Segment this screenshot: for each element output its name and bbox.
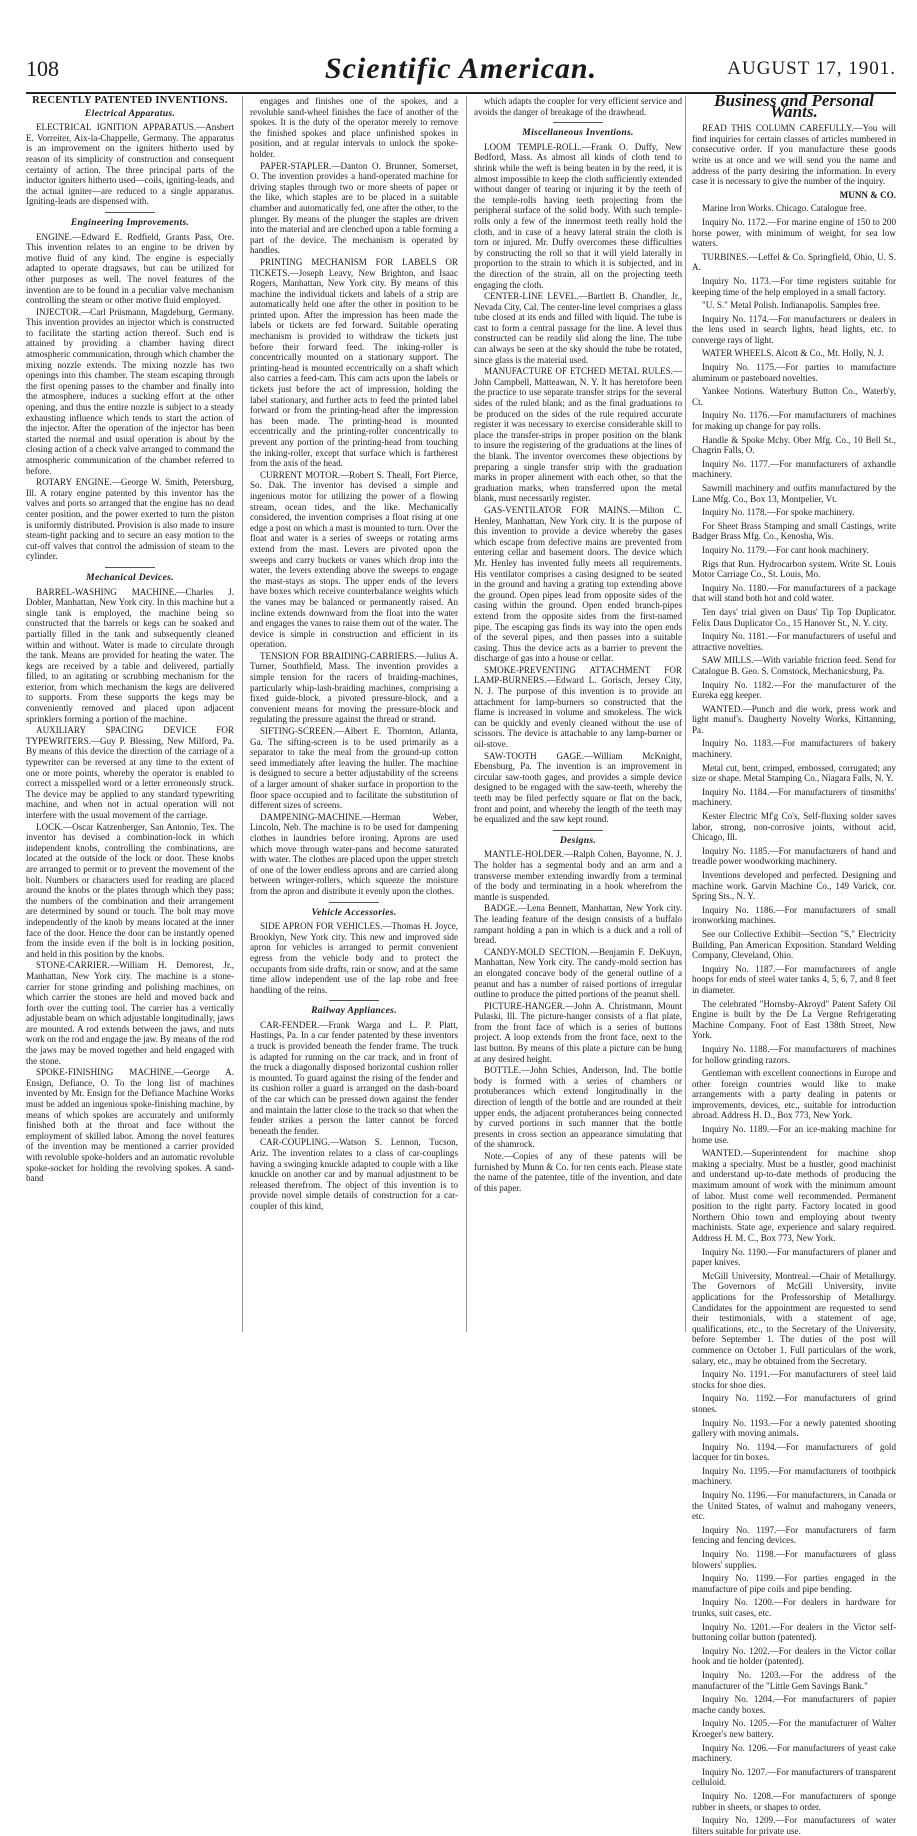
- paragraph: Inquiry No. 1193.—For a newly patented shooting gallery with moving animals.: [692, 1417, 896, 1439]
- paragraph: Inquiry No. 1202.—For dealers in the Victor collar hook and tie holder (patented).: [692, 1645, 896, 1667]
- paragraph: Sawmill machinery and outfits manufactured by the Lane Mfg. Co., Box 13, Montpelier, Vt.: [692, 483, 896, 504]
- paragraph: Inquiry No. 1194.—For manufacturers of gold lacquer for tin boxes.: [692, 1441, 896, 1463]
- paragraph: Rigs that Run. Hydrocarbon system. Write St. Louis Motor Carriage Co., St. Louis, Mo.: [692, 558, 896, 580]
- paragraph: For Sheet Brass Stamping and small Castings, write Badger Brass Mfg. Co., Kenosha, Wis.: [692, 520, 896, 542]
- paragraph: Inquiry No. 1203.—For the address of the manufacturer of the "Little Gem Savings Bank.": [692, 1669, 896, 1691]
- paragraph: Inquiry No. 1200.—For dealers in hardware for trunks, suit cases, etc.: [692, 1597, 896, 1618]
- subsection-heading: Vehicle Accessories.: [311, 906, 397, 918]
- paragraph: "U. S." Metal Polish. Indianapolis. Samples free.: [702, 300, 880, 311]
- paragraph: Inquiry No. 1206.—For manufacturers of yeast cake machinery.: [692, 1742, 896, 1764]
- paragraph: Inquiry No. 1196.—For manufacturers, in Canada or the United States, of walnut and mahogany veneers, etc.: [692, 1490, 896, 1522]
- divider: [105, 212, 155, 213]
- wants-signature: MUNN & CO.: [839, 189, 896, 200]
- paragraph: PRINTING MECHANISM FOR LABELS OR TICKETS.—Joseph Leavy, New Brighton, and Isaac Rogers, Manhattan, New York city. By means of this machine the individual tickets and labels of a strip are automatically held one after the other in position to be printed upon. After the impression has been made the labels or tickets are fed forward. Suitable operating mechanism is provided to withdraw the tickets just before their forward feed. The inking-roller is concentrically mounted on a stationary support. The printing-head is mounted eccentrically on a shaft which also carries a feed-cam. This cam acts upon the labels or tickets just before the act of impression, holding the label stationary, and further acts to feed the printed label forward or from the printing-head after the impression has been made. The printing-head is mounted eccentrically and the printing-roller concentrically to prevent any portion of the printing-head from touching the inking-roller, except that surface which is fartherest from the axis of the head.: [250, 256, 458, 469]
- paragraph: Inquiry No. 1189.—For an ice-making machine for home use.: [692, 1124, 896, 1145]
- paragraph: Inquiry No. 1179.—For cant hook machinery.: [702, 544, 869, 555]
- paragraph: Inquiry No. 1199.—For parties engaged in the manufacture of pipe coils and pipe bending.: [692, 1573, 896, 1594]
- paragraph-group: [250, 96, 458, 897]
- paragraph: SIDE APRON FOR VEHICLES.—Thomas H. Joyce, Brooklyn, New York city. This new and improved side apron for vehicles is arranged to permit convenient egress from the vehicle body and to protect the occupants from side drafts, rain or snow, and at the same time allow independent use of the lap robe and free handling of the reins.: [250, 921, 458, 995]
- paragraph: SMOKE-PREVENTING ATTACHMENT FOR LAMP-BURNERS.—Edward L. Gorisch, Jersey City, N. J. The purpose of this invention is to provide an attachment for lamp-burners so constructed that the flame is increased in volume and smokeless. The wick can be quickly and evenly cleaned without the use of scissors. The device is attachable to any lamp-burner or oil-stove.: [474, 664, 682, 750]
- paragraph: The celebrated "Hornsby-Akroyd" Patent Safety Oil Engine is built by the De La Vergne Refrigerating Machine Company. Foot of East 138th Street, New York.: [692, 998, 896, 1041]
- paragraph: Inquiry No. 1178.—For spoke machinery.: [702, 507, 855, 518]
- wants-intro: READ THIS COLUMN CAREFULLY.—You will find inquiries for certain classes of articles numbered in consecutive order. If you manufacture these goods write us at once and we will send you the name and address of the party desiring the information. In every case it is necessary to give the number of the inquiry.: [692, 123, 896, 187]
- paragraph: Inquiry No. 1186.—For manufacturers of small ironworking machines.: [692, 904, 896, 926]
- paragraph: Inquiry No. 1187.—For manufacturers of angle hoops for ends of steel water tanks 4, 5, 6, 7, and 8 feet in diameter.: [692, 963, 896, 995]
- paragraph: TURBINES.—Leffel & Co. Springfield, Ohio, U. S. A.: [692, 251, 896, 273]
- paragraph: Handle & Spoke Mchy. Ober Mfg. Co., 10 Bell St., Chagrin Falls, O.: [692, 434, 896, 456]
- paragraph: Inquiry No. 1176.—For manufacturers of machines for making up change for pay rolls.: [692, 410, 896, 432]
- newspaper-page: [26, 52, 896, 1836]
- subsection-heading: Mechanical Devices.: [86, 571, 174, 583]
- paragraph: Marine Iron Works. Chicago. Catalogue free.: [702, 203, 867, 214]
- page-number: 108: [26, 56, 59, 81]
- divider: [105, 567, 155, 568]
- paragraph-group: [474, 142, 682, 825]
- paragraph: GAS-VENTILATOR FOR MAINS.—Milton C. Henley, Manhattan, New York city. It is the purpose of this invention to provide a device whereby the gases which escape from defective mains are prevented from entering cellar and basement doors. The device which Mr. Henley has invented fully meets all requirements. His ventilator comprises a casing designed to be seated in the ground and having a grating top extending above the ground. Open pipes lead from opposite sides of the casing within the ground. Open ended branch-pipes extend from the opposite sides from the first-named pipe. The escaping gas finds its way into the open ends of the several pipes, and then passes into a suitable casing. Thus the device acts as a barrier to prevent the discharge of gas into a house or cellar.: [474, 504, 682, 664]
- publication-title: Scientific American.: [324, 52, 598, 85]
- paragraph: Inquiry No. 1191.—For manufacturers of steel laid stocks for shoe dies.: [692, 1369, 896, 1390]
- column-rule: [466, 96, 467, 1332]
- paragraph: Ten days' trial given on Daus' Tip Top Duplicator. Felix Daus Duplicator Co., 15 Hanover St., N. Y. city.: [692, 606, 896, 628]
- paragraph: STONE-CARRIER.—William H. Demorest, Jr., Manhattan, New York city. The machine is a stone-carrier for stone grinding and polishing machines, on which carrier the stones are held and moved back and forth over the cutting tool. The carrier has a vertically adjustable beam on which adjustable longitudinally, jaws are mounted. A rod extends between the jaws, and nuts work on the rod and engage the jaw. By means of the rod the jaws may be moved together and held engaged with the stone.: [26, 960, 234, 1066]
- paragraph: Inquiry No. 1175.—For parties to manufacture aluminum or pasteboard novelties.: [692, 362, 896, 383]
- subsection-heading: Railway Appliances.: [311, 1005, 397, 1017]
- paragraph: Inquiry No. 1205.—For the manufacturer of Walter Kroeger's new battery.: [692, 1718, 896, 1739]
- column-rule: [242, 96, 243, 1332]
- paragraph: Inquiry No. 1174.—For manufacturers or dealers in the lens used in search lights, head lights, etc. to converge rays of light.: [692, 313, 896, 345]
- paragraph: Note.—Copies of any of these patents will be furnished by Munn & Co. for ten cents each. Please state the name of the patentee, title of the invention, and date of this paper.: [474, 1151, 682, 1193]
- paragraph: Kester Electric Mf'g Co's, Self-fluxing solder saves labor, strong, non-corrosive joints, without acid, Chicago, Ill.: [692, 811, 896, 843]
- paragraph: AUXILIARY SPACING DEVICE FOR TYPEWRITERS.—Guy P. Blessing, New Milford, Pa. By means of this device the direction of the carriage of a typewriter can be reversed at any time to the extent of one or more points, whereby the operator is enabled to correct a misspelled word or a letter erroneously struck. The device may be applied to any standard typewriting machine, and when not in actual operation will not interfere with the usual movement of the carriage.: [26, 725, 234, 820]
- paragraph: TENSION FOR BRAIDING-CARRIERS.—Julius A. Turner, Southfield, Mass. The invention provides a simple tension for the racers of braiding-machines, particularly whip-lash-braiding machines, comprising a fixed guide-block, a pivoted pressure-block, and a convenient means for moving the pressure-block and regulating the pressure against the thread or strand.: [250, 650, 458, 725]
- paragraph: PICTURE-HANGER.—John A. Christmann, Mount Pulaski, Ill. The picture-hanger consists of a flat plate, from the front face of which is a series of buttons project. A loop extends from the front face, next to the last button. By means of this plate a picture can be hung at any desired height.: [474, 1000, 682, 1064]
- paragraph: WATER WHEELS. Alcott & Co., Mt. Holly, N. J.: [702, 348, 884, 359]
- paragraph-group: [26, 122, 234, 207]
- paragraph: See our Collective Exhibit—Section "S," Electricity Building, Pan American Exposition. Standard Welding Company, Cleveland, Ohio.: [692, 928, 896, 961]
- paragraph: BOTTLE.—John Schies, Anderson, Ind. The bottle body is formed with a series of chambers or protuberances which extend longitudinally in the direction of length of the bottle and are rounded at their upper ends, the adjacent protuberances being connected by curved portions in such manner that the bottle presents in cross section an appearance simulating that of the shamrock.: [474, 1065, 682, 1150]
- paragraph: BADGE.—Lena Bennett, Manhattan, New York city. The leading feature of the design consists of a buffalo rampant holding a pan in which is a duck and a roll of bread.: [474, 903, 682, 946]
- paragraph: Inventions developed and perfected. Designing and machine work. Garvin Machine Co., 149 Varick, cor. Spring Sts., N. Y.: [692, 870, 896, 902]
- paragraph-group: [26, 232, 234, 562]
- paragraph: Inquiry No. 1201.—For dealers in the Victor self-buttoning collar button (patented).: [692, 1621, 896, 1643]
- paragraph: Inquiry No. 1180.—For manufacturers of a package that will stand both hot and cold water.: [692, 582, 896, 604]
- paragraph-group: [26, 587, 234, 1184]
- paragraph: ENGINE.—Edward E. Redfield, Grants Pass, Ore. This invention relates to an engine to be driven by motive fluid of any kind. The engine is especially adapted to operate dragsaws, but can be utilized for other purposes as well. The novel features of the invention are to be found in a peculiar valve mechanism controlling the steam or other motive fluid employed.: [26, 231, 234, 306]
- divider: [329, 902, 379, 903]
- paragraph: CAR-FENDER.—Frank Warga and L. P. Platt, Hastings, Pa. In a car fender patented by these inventors a truck is provided beneath the fender frame. The truck is adapted for running on the car track, and in front of the truck a diagonally disposed horizontal cushion roller is mounted. To guard against the rising of the fender and its cushion roller a guard is arranged on the dash-board of the car which can be pressed down against the fender and maintain the latter close to the track so that when the fender strikes a person the latter cannot be forced beneath the fender.: [250, 1019, 458, 1136]
- paragraph: Inquiry No. 1190.—For manufacturers of planer and paper knives.: [692, 1246, 896, 1268]
- subsection-heading: Electrical Apparatus.: [84, 107, 176, 119]
- subsection-heading: Engineering Improvements.: [70, 216, 190, 228]
- paragraph: Inquiry No. 1182.—For the manufacturer of the Eureka egg keeper.: [692, 679, 896, 701]
- paragraph: Inquiry No. 1195.—For manufacturers of toothpick machinery.: [692, 1465, 896, 1487]
- paragraph: SPOKE-FINISHING MACHINE.—George A. Ensign, Defiance, O. To the long list of machines invented by Mr. Ensign for the Defiance Machine Works must be added an ingenious spoke-finishing machine, by means of which spokes are accurately and uniformly finished both at the throat and face without the employment of skilled labor. Among the novel features of the invention may be mentioned a carrier provided with revoluble spoke-holders and an automatic revoluble spoke-socket for holding the revolving spokes. A sand-band: [26, 1067, 234, 1184]
- paragraph: MANUFACTURE OF ETCHED METAL RULES.—John Campbell, Matteawan, N. Y. It has heretofore been the practice to use separate transfer strips for the several sides of the ruled blank; and as the final graduations to be produced on the sides of the rule required accurate register it was necessary to exercise considerable skill to place the transfer-strips in proper position on the blank to insure the registering of the graduations at the lines of the blank. The inventor overcomes these objections by preparing a single transfer strip with the graduation marks in proper alinement with each other, so that the graduation marks, when transferred upon the metal blank, must necessarily register.: [474, 366, 682, 504]
- column-1: [26, 96, 234, 1332]
- paragraph: Inquiry No. 1204.—For manufacturers of papier mache candy boxes.: [692, 1694, 896, 1715]
- column-3: [474, 96, 682, 1332]
- paragraph: Inquiry No. 1177.—For manufacturers of axhandle machinery.: [692, 458, 896, 480]
- paragraph: Inquiry No. 1198.—For manufacturers of glass blowers' supplies.: [692, 1549, 896, 1570]
- paragraph: ROTARY ENGINE.—George W. Smith, Petersburg, Ill. A rotary engine patented by this inventor has the valves and ports so arranged that the engine has no dead center position, and the power exerted to turn the piston is uniformly distributed. Provision is also made to insure steam-tight packing and to secure an easy motion to the cut-off valves that control the admission of steam to the cylinder.: [26, 477, 234, 562]
- paragraph: Inquiry No. 1181.—For manufacturers of useful and attractive novelties.: [692, 631, 896, 652]
- divider: [553, 830, 603, 831]
- paragraph: ELECTRICAL IGNITION APPARATUS.—Ansbert E. Vorreiter, Aix-la-Chappelle, Germany. The apparatus is an improvement on the igniters hitherto used by reason of its simplicity of construction and consequent certainty of action. The three principal parts of the inductor igniters hitherto used—coils, igniting-leads, and the actual igniter—are reduced to a single apparatus. Igniting-leads are dispensed with.: [26, 122, 234, 207]
- masthead: [26, 52, 896, 94]
- paragraph: Inquiry No. 1208.—For manufacturers of sponge rubber in sheets, or shapes to order.: [692, 1790, 896, 1812]
- issue-date: AUGUST 17, 1901.: [727, 58, 896, 79]
- paragraph: CAR-COUPLING.—Watson S. Lennon, Tucson, Ariz. The invention relates to a class of car-couplings having a swinging knuckle adapted to couple with a like knuckle on another car and by manual adjustment to be released therefrom. The object of this invention is to provide novel simple details of construction for a car-coupler of this kind,: [250, 1137, 458, 1211]
- paragraph: CURRENT MOTOR.—Robert S. Theall, Fort Pierce, So. Dak. The inventor has devised a simple and ingenious motor for utilizing the power of a flowing stream, ocean tides, and the like. Mechanically considered, the invention comprises a float rising at one edge a post on which a mast is mounted to turn. Over the float and water is a series of sweeps or rotating arms extend from the mast. Levers are pivoted upon the sweeps and carry buckets or vanes which drop into the water, the levers extending above the sweeps to engage the mast-stays as stops. The upper ends of the levers have boxes which receive counterbalance weights which the vanes may be balanced or permanently raised. An incline extends downward from the float into the water and engages the vanes to raise them out of the water. The device is simple in construction and efficient in its operation.: [250, 469, 458, 650]
- paragraph: Inquiry No. 1173.—For time registers suitable for keeping time of the help employed in a small factory.: [692, 275, 896, 297]
- subsection-heading: Designs.: [559, 834, 597, 846]
- paragraph: DAMPENING-MACHINE.—Herman Weber, Lincoln, Neb. The machine is to be used for dampening clothes in laundries before ironing. Aprons are used which move through water-pans and become saturated with water. The clothes are placed upon the upper stretch of one of the lower endless aprons and are carried along between wringer-rollers, which squeeze the moisture from the apron and distribute it evenly upon the clothes.: [250, 811, 458, 896]
- paragraph: Inquiry No. 1183.—For manufacturers of bakery machinery.: [692, 738, 896, 760]
- paragraph: Inquiry No. 1209.—For manufacturers of water filters suitable for private use.: [692, 1815, 896, 1836]
- paragraph: MANTLE-HOLDER.—Ralph Cohen, Bayonne, N. J. The holder has a segmental body and an arm and a transverse member extending inwardly from a terminal of the body and terminating in a hook wherefrom the mantle is suspended.: [474, 849, 682, 902]
- paragraph: Inquiry No. 1197.—For manufacturers of farm fencing and fencing devices.: [692, 1524, 896, 1546]
- paragraph: Inquiry No. 1207.—For manufacturers of transparent celluloid.: [692, 1766, 896, 1788]
- paragraph: Metal cut, bent, crimped, embossed, corrugated; any size or shape. Metal Stamping Co., Niagara Falls, N. Y.: [692, 762, 896, 784]
- paragraph: Inquiry No. 1188.—For manufacturers of machines for hollow grinding razors.: [692, 1043, 896, 1065]
- subsection-heading: Miscellaneous Inventions.: [522, 127, 634, 139]
- column-2: [250, 96, 458, 1332]
- paragraph: WANTED.—Superintendent for machine shop making a specialty. Must be a hustler, good machinist and understand up-to-date methods of producing the maximum amount of work with the minimum amount of labor. Must come well recommended. Permanent position to the right party. Factory located in good Northern Ohio town and employing about twenty machinists. State age, experience and salary required. Address H. M. C., Box 773, New York.: [692, 1148, 896, 1243]
- paragraph-group: [250, 921, 458, 995]
- paragraph: CENTER-LINE LEVEL.—Bartlett B. Chandler, Jr., Nevada City, Cal. The center-line level comprises a glass tube closed at its ends and filled with liquid. The tube is cast to form a central passage for the line. A level thus constructed can be readily slid along the line. The tube can always be seen at the sky should the tube be rotated, since glass is the material used.: [474, 291, 682, 365]
- section-heading: RECENTLY PATENTED INVENTIONS.: [32, 95, 228, 106]
- paragraph: CANDY-MOLD SECTION.—Benjamin F. DeKuyn, Manhattan, New York city. The candy-mold section has an elongated concave body of the general outline of a peanut and has a number of raised portions of irregular outline to produce the pitted portions of the peanut shell.: [474, 946, 682, 1000]
- paragraph: SIFTING-SCREEN.—Albert E. Thornton, Atlanta, Ga. The sifting-screen is to be used primarily as a separator to take the meal from the ground-up cotton seed immediately after leaving the huller. The machine is designed to secure a better adjustability of the screens of a larger amount of shaker surface in proportion to the floor space occupied and to facilitate the substitution of different sizes of screens.: [250, 726, 458, 811]
- paragraph: WANTED.—Punch and die work, press work and light manuf's. Daugherty Novelty Works, Kittanning, Pa.: [692, 703, 896, 735]
- divider: [329, 1000, 379, 1001]
- paragraph: SAW-TOOTH GAGE.—William McKnight, Ebensburg, Pa. The invention is an improvement in circular saw-tooth gages, and provides a simple device designed to be engaged with the saw-teeth, whereby the teeth may be filed perfectly square or flat on the back, front and point, and whereby the length of the teeth may be equalized and the saw kept round.: [474, 750, 682, 825]
- paragraph: Yankee Notions. Waterbury Button Co., Waterb'y, Ct.: [692, 386, 896, 407]
- paragraph: BARREL-WASHING MACHINE.—Charles J. Dobler, Manhattan, New York city. In this machine but a single tank is employed, the machine being so constructed that the barrels or kegs can be soaked and partially filled in the tank and subsequently cleaned within and without. Water is made to circulate through the tank. Means are provided for heating the water. The kegs are received by a table and delivered, partially filled, to an agitating or scrubbing mechanism for the exterior, from which mechanism the kegs are delivered to supports. From these supports the kegs may be conveniently removed and placed upon adjacent sprinklers forming a portion of the machine.: [26, 586, 234, 724]
- paragraph: which adapts the coupler for very efficient service and avoids the danger of breakage of the drawhead.: [474, 96, 682, 117]
- paragraph: Inquiry No. 1192.—For manufacturers of grind stones.: [692, 1393, 896, 1414]
- paragraph-group: [474, 849, 682, 1193]
- paragraph: SAW MILLS.—With variable friction feed. Send for Catalogue B. Geo. S. Comstock, Mechanicsburg, Pa.: [692, 655, 896, 676]
- paragraph-group: [692, 203, 896, 1836]
- paragraph: INJECTOR.—Carl Prüsmann, Magdeburg, Germany. This invention provides an injector which is constructed to facilitate the starting action thereof. Such end is attained by providing a chamber having direct atmospheric communication, through which chamber the mixing nozzle extends. The mixing nozzle has two openings into this chamber. The steam escaping through the first opening passes to the chamber and finally into the atmosphere, induces a sucking effort at the other opening, and thus the entire nozzle is subject to a steady exhausting influence which tends to start the action of the injector. After the operation of the injector has been started the normal and usual operation is about by the closing action of a check valve arranged to command the atmospheric communication of the chamber referred to before.: [26, 306, 234, 476]
- paragraph: Inquiry No. 1172.—For marine engine of 150 to 200 horse power, with minimum of weight, for sea low waters.: [692, 216, 896, 249]
- wants-title: Business and Personal Wants.: [714, 91, 874, 121]
- paragraph: engages and finishes one of the spokes, and a revoluble sand-wheel finishes the face of another of the spokes. It is the duty of the operator merely to remove the finished spokes and place unfinished spokes in position, and at regular intervals to unlock the spoke-holder.: [250, 96, 458, 159]
- column-rule: [685, 96, 686, 1332]
- paragraph: Inquiry No. 1185.—For manufacturers of hand and treadle power woodworking machinery.: [692, 845, 896, 867]
- column-4: [692, 91, 896, 1836]
- paragraph: LOOM TEMPLE-ROLL.—Frank O. Duffy, New Bedford, Mass. As almost all kinds of cloth tend to shrink while the weft is being beaten in by the reed, it is almost impossible to keep the cloth sufficiently extended without danger of tearing or injuring it by the teeth of the temple-rolls having teeth projecting from the peripheral surface of the solid body. With such temple-rolls only a few of the innermost teeth really hold the cloth, and in case of a heavy lateral strain the cloth is torn or injured. Mr. Duffy overcomes these difficulties by constructing the roll so that it will yield laterally in proportion to the strain to which it is subjected, and in the direction of the strain, all on the projecting teeth engaging the cloth.: [474, 141, 682, 290]
- paragraph: Gentleman with excellent connections in Europe and other foreign countries would like to make arrangements with a party dealing in patents or improvements, devices, etc., suitable for introduction abroad. Address H. D., Box 773, New York.: [692, 1068, 896, 1121]
- columns: [26, 91, 896, 1836]
- paragraph-group: [250, 1020, 458, 1212]
- paragraph: PAPER-STAPLER.—Danton O. Brunner, Somerset, O. The invention provides a hand-operated machine for driving staples through two or more sheets of paper or the like, which staples are to be placed in a suitable chamber and automatically fed, one after the other, to the plunger. By means of the plunger the staples are driven into the material and are clenched upon a table forming a part of the device. The mechanism is operated by handles.: [250, 160, 458, 256]
- paragraph: McGill University, Montreal.—Chair of Metallurgy. The Governors of McGill University, invite applications for the Professorship of Metallurgy. Candidates for the appointment are requested to send their testimonials, with a statement of age, qualifications, etc., to the Secretary of the University, before September 1. The duties of the post will commence on October 1. Full particulars of the work, salary, etc., may be obtained from the Secretary.: [692, 1270, 896, 1366]
- paragraph: Inquiry No. 1184.—For manufacturers of tinsmiths' machinery.: [692, 786, 896, 808]
- paragraph: LOCK.—Oscar Katzenberger, San Antonio, Tex. The inventor has devised a combination-lock in which independent knobs, controlling the combinations, are located at the outside of the lock or door. These knobs are arranged to permit or to prevent the movement of the bolt. Numbers or characters used for reading are placed around the knobs or the plates through which they pass; the numbers of the combination and their arrangement are determined by sound or touch. The bolt may move independently of the knob by means located at the inner face of the door. Hence the door can be instantly opened from the inside even if the bolt is in locking position, and held in this position by the knobs.: [26, 821, 234, 959]
- paragraph-group: [474, 96, 682, 117]
- divider: [553, 122, 603, 123]
